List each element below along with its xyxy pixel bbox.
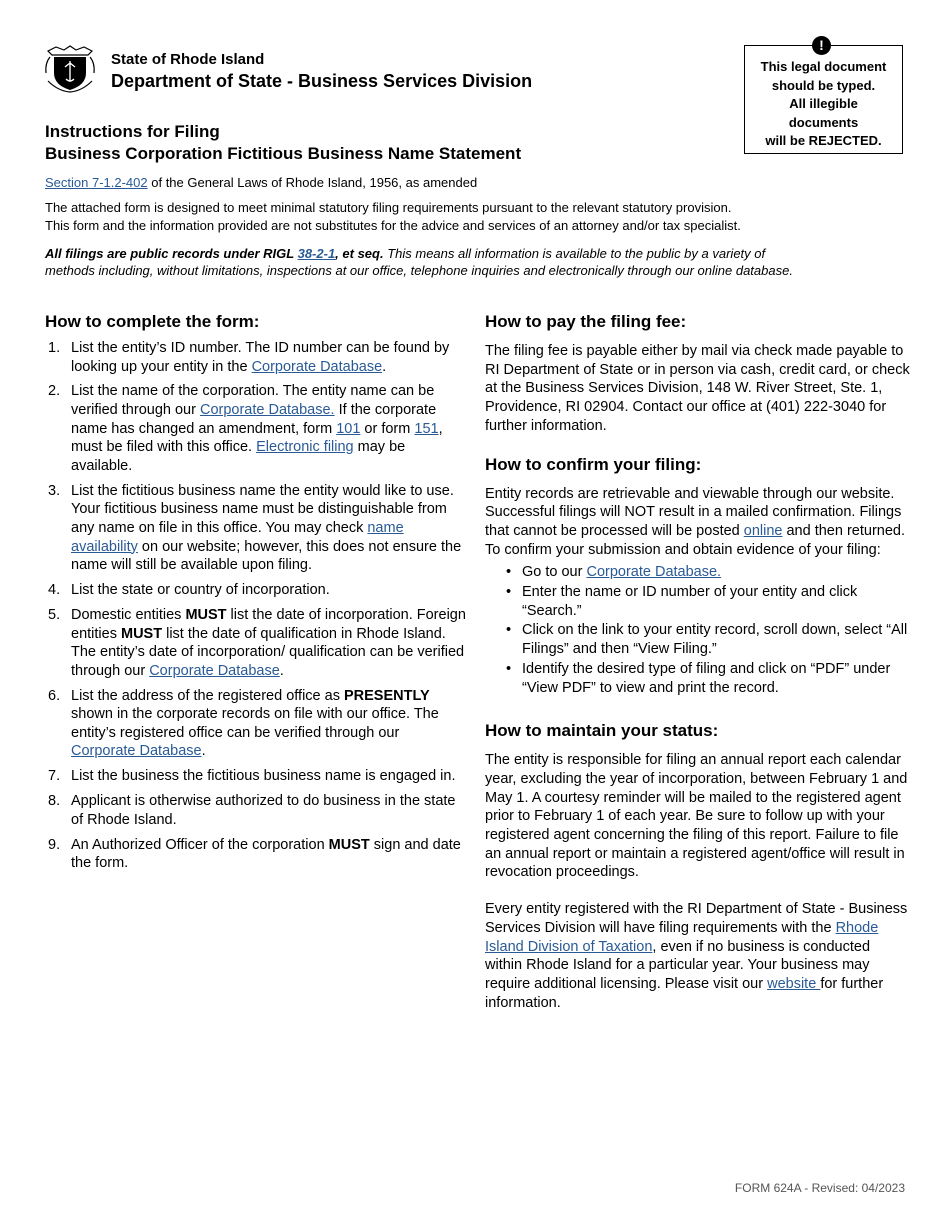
form-101-link[interactable]: 101 — [336, 420, 361, 437]
pay-text: The filing fee is payable either by mail via check made payable to RI Department of State or in person via cash, credit card, or check at the Business Services Division, 148 W. River Street, Ste. 1, Providence, RI 02904. Contact our office at (401) 222-3040 for further information. — [485, 343, 910, 434]
page-title: Instructions for Filing — [45, 122, 220, 141]
pay-heading: How to pay the filing fee: — [485, 312, 687, 331]
confirm-heading: How to confirm your filing: — [485, 454, 702, 474]
corporate-database-link[interactable]: Corporate Database. — [199, 402, 335, 419]
list-item: 9. An Authorized Officer of the corporation MUST sign and date the form. — [48, 836, 461, 872]
steps-list — [45, 339, 467, 873]
section-link[interactable]: Section 7-1.2-402 — [45, 175, 148, 190]
complete-heading: How to complete the form: — [45, 312, 260, 331]
website-link[interactable]: website — [767, 975, 821, 992]
name-availability-link[interactable]: name availability — [71, 519, 404, 555]
department-name: Department of State - Business Services Division — [111, 71, 533, 91]
state-name: State of Rhode Island — [111, 51, 265, 68]
warning-text: This legal document should be typed. All illegible documents will be REJECTED. — [760, 59, 887, 148]
corporate-database-link[interactable]: Corporate Database — [149, 662, 280, 679]
form-151-link[interactable]: 151 — [414, 420, 439, 437]
list-item: 1. List the entity’s ID number. The ID number can be found by looking up your entity in the Corporate Database. — [48, 340, 450, 375]
right-column — [485, 310, 910, 1012]
list-item: 4. List the state or country of incorporation. — [48, 582, 330, 599]
list-item: • Enter the name or ID number of your entity and click “Search.” — [506, 584, 858, 619]
list-item: • Go to our Corporate Database. — [506, 564, 722, 581]
form-revision: FORM 624A - Revised: 04/2023 — [734, 1181, 905, 1195]
corporate-database-link[interactable]: Corporate Database — [251, 358, 383, 375]
taxation-text: Every entity registered with the RI Department of State - Business Services Division will have filing requirements with the Rhode Island Division of Taxation, even if no business is conducted within Rhode Island for a particular year. Your business may require additional licensing. Please visit our website for further information. — [485, 901, 908, 1011]
list-item: 5. Domestic entities MUST list the date of incorporation. Foreign entities MUST list the date of qualification in Rhode Island. The entity’s date of incorporation/ qualification can be verified through our Corporate Database. — [48, 606, 466, 679]
list-item: 6. List the address of the registered office as PRESENTLY shown in the corporate records on file with our office. The entity’s registered office can be verified through our Corporate Database. — [48, 687, 439, 760]
electronic-filing-link[interactable]: Electronic filing — [256, 439, 354, 456]
page-subtitle: Business Corporation Fictitious Business Name Statement — [45, 144, 522, 163]
online-link[interactable]: online — [743, 522, 783, 539]
list-item: • Click on the link to your entity record, scroll down, select “All Filings” and then “View Filing.” — [506, 622, 908, 658]
public-records-notice: All filings are public records under RIGL 38-2-1, et seq. This means all information is available to the public by a variety of methods including, without limitations, inspections at our office, telephone inquiries and electronically through our online database. — [45, 246, 793, 278]
list-item: 7. List the business the fictitious business name is engaged in. — [48, 768, 456, 785]
list-item: 2. List the name of the corporation. The entity name can be verified through our Corporate Database. If the corporate name has changed an amendment, form 101 or form 151, must be filed with this office. Electronic filing may be available. — [48, 383, 443, 474]
exclamation-icon: ! — [812, 36, 831, 55]
confirm-steps — [485, 563, 910, 697]
list-item: 3. List the fictitious business name the entity would like to use. Your fictitious business name must be distinguishable from any name on file in this office. You may check name availability on our website; however, this does not ensure the name will still be available upon filing. — [48, 482, 462, 574]
disclaimer: The attached form is designed to meet minimal statutory filing requirements pursuant to the relevant statutory provision. This form and the information provided are not substitutes for the advice and services of an attorney and/or tax specialist. — [45, 200, 741, 233]
complete-section — [45, 310, 467, 879]
maintain-text: The entity is responsible for filing an annual report each calendar year, excluding the year of incorporation, between February 1 and May 1. A courtesy reminder will be mailed to the registered agent prior to February 1 of each year. Be sure to follow up with your registered agent concerning the filing of this report. Failure to file an annual report or maintain a registered agent/office will result in revocation proceedings. — [485, 752, 908, 881]
statute-reference: Section 7-1.2-402 of the General Laws of Rhode Island, 1956, as amended — [45, 175, 478, 190]
rigl-link[interactable]: 38-2-1 — [297, 246, 336, 261]
list-item: 8. Applicant is otherwise authorized to do business in the state of Rhode Island. — [48, 793, 456, 828]
rhode-island-seal-icon — [44, 43, 96, 93]
corporate-database-link[interactable]: Corporate Database — [71, 743, 202, 760]
taxation-link[interactable]: Rhode Island Division of Taxation — [485, 919, 879, 955]
maintain-heading: How to maintain your status: — [485, 721, 719, 741]
confirm-text: Entity records are retrievable and viewable through our website. Successful filings will NOT result in a mailed confirmation. Filings that cannot be processed will be posted online and then returned. To confirm your submission and obtain evidence of your filing: — [485, 485, 905, 558]
corporate-database-link[interactable]: Corporate Database. — [586, 564, 722, 581]
list-item: • Identify the desired type of filing and click on “PDF” under “View PDF” to view and print the record. — [506, 660, 891, 696]
